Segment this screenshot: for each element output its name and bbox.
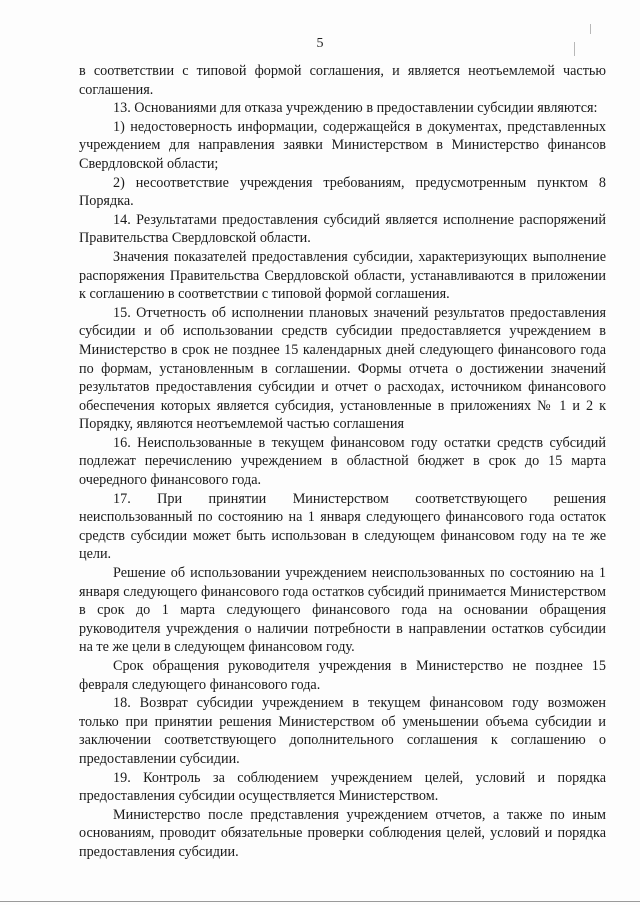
paragraph-17-deadline: Срок обращения руководителя учреждения в Министерство не позднее 15 февраля следующего финансового года. [79,658,606,693]
paragraph-13-item-1: 1) недостоверность информации, содержащейся в документах, представленных учреждением для направления заявки Министерством в Министерство финансов Свердловской области; [79,118,606,172]
paragraph-15: 15. Отчетность об исполнении плановых значений результатов предоставления субсидии и об использовании средств субсидии предоставляется учреждением в Министерство в срок не позднее 15 календарных дней следующего финансового года по формам, установленным в соглашении. Формы отчета о достижении значений результатов предоставления субсидии и отчет о расходах, источником финансового обеспечения которых является субсидия, установленные в приложениях № 1 и 2 к Порядку, являются неотъемлемой частью соглашения [79,304,606,433]
document-body [79,62,606,862]
paragraph-19-inspections: Министерство после представления учреждением отчетов, а также по иным основаниям, проводит обязательные проверки соблюдения целей, условий и порядка предоставления субсидии. [79,806,606,860]
paragraph-continuation: в соответствии с типовой формой соглашения, и является неотъемлемой частью соглашения. [79,63,606,98]
paragraph-18: 18. Возврат субсидии учреждением в текущем финансовом году возможен только при принятии решения Министерством об уменьшении объема субсидии и заключении соответствующего дополнительного соглашения к соглашению о предоставлении субсидии. [79,695,606,767]
paragraph-16: 16. Неиспользованные в текущем финансовом году остатки средств субсидий подлежат перечислению учреждением в областной бюджет в срок до 15 марта очередного финансового года. [79,434,606,489]
scan-bottom-edge [0,901,640,902]
paragraph-14-values: Значения показателей предоставления субсидии, характеризующих выполнение распоряжения Правительства Свердловской области, устанавливаются в приложении к соглашению в соответствии с типовой формой соглашения. [79,248,606,303]
scan-artifact-mark [590,24,591,34]
paragraph-13-item-2: 2) несоответствие учреждения требованиям, предусмотренным пунктом 8 Порядка. [79,174,606,210]
scan-artifact-mark [574,42,575,56]
paragraph-17: 17. При принятии Министерством соответствующего решения неиспользованный по состоянию на 1 января следующего финансового года остаток средств субсидии может быть использован в следующем финансовом году на те же цели. [79,490,606,563]
paragraph-13: 13. Основаниями для отказа учреждению в предоставлении субсидии являются: [113,100,598,117]
paragraph-14: 14. Результатами предоставления субсидий является исполнение распоряжений Правительства Свердловской области. [79,211,606,247]
paragraph-19: 19. Контроль за соблюдением учреждением целей, условий и порядка предоставления субсидии осуществляется Министерством. [79,769,606,805]
page-number: 5 [316,36,324,51]
paragraph-17-decision: Решение об использовании учреждением неиспользованных по состоянию на 1 января следующего финансового года остатков субсидий принимается Министерством в срок до 1 марта следующего финансового года на основании обращения руководителя учреждения о наличии потребности в направлении остатков субсидии на те же цели в следующем финансовом году. [79,565,606,656]
